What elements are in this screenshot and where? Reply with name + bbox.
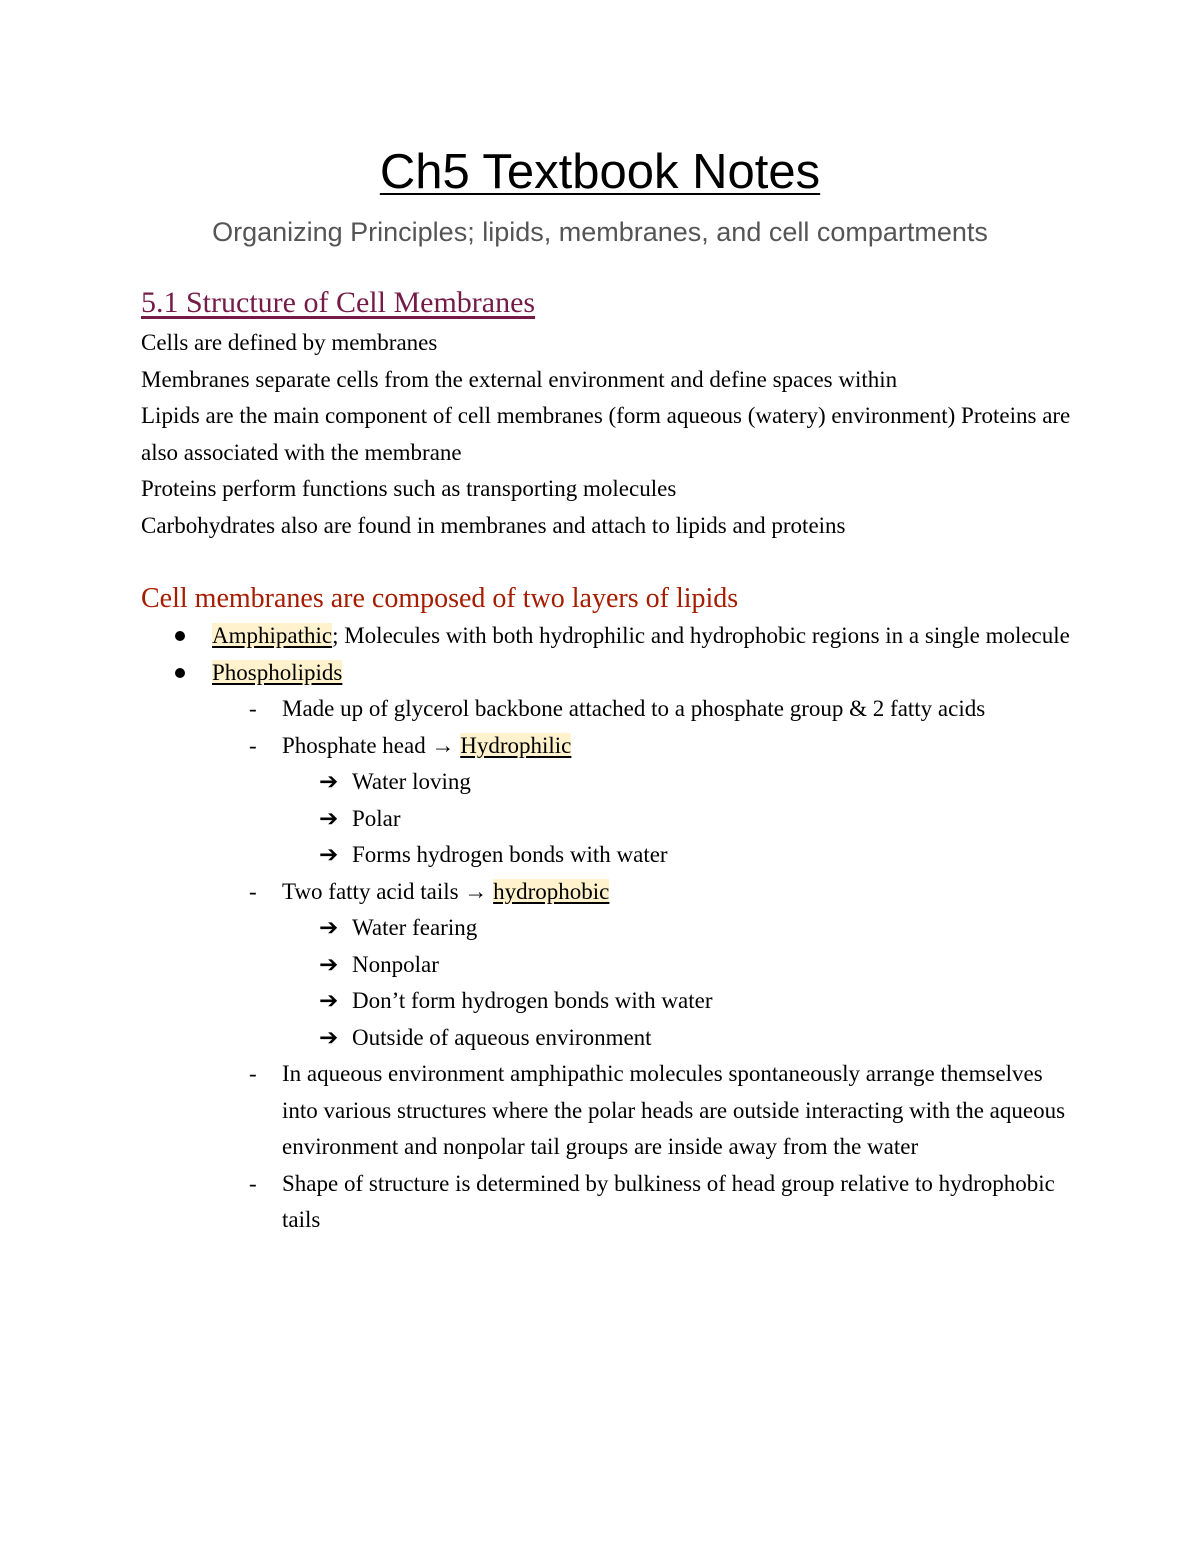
dash-icon: - (249, 732, 257, 758)
highlighted-term: Amphipathic (212, 623, 333, 648)
subsection-heading: Cell membranes are composed of two layers of lipids (141, 583, 739, 614)
sub-item (141, 728, 1071, 765)
sub-item-text: Shape of structure is determined by bulkiness of head group relative to hydrophobic tails (282, 1170, 1055, 1232)
highlighted-term: Hydrophilic (460, 732, 572, 758)
intro-line: Cells are defined by membranes (141, 330, 438, 355)
property-text: Outside of aqueous environment (352, 1024, 652, 1050)
property-item (141, 837, 1071, 874)
arrow-right-icon: ➔ (319, 988, 339, 1013)
sub-item (141, 1166, 1071, 1239)
intro-line: Membranes separate cells from the external environment and define spaces within (141, 366, 898, 392)
dash-icon: - (249, 696, 257, 721)
intro-line: Proteins perform functions such as transporting molecules (141, 476, 677, 501)
arrow-right-icon: ➔ (319, 1024, 339, 1050)
sub-item-text: Two fatty acid tails → (282, 878, 488, 904)
property-item (141, 1020, 1071, 1057)
property-item (141, 910, 1071, 947)
property-text: Polar (352, 805, 401, 831)
intro-line: Carbohydrates also are found in membranes and attach to lipids and proteins (141, 512, 846, 538)
arrow-right-icon: ➔ (319, 842, 339, 867)
document-subtitle: Organizing Principles; lipids, membranes, and cell compartments (212, 217, 988, 247)
arrow-right-icon: ➔ (319, 769, 339, 794)
property-text: Forms hydrogen bonds with water (352, 842, 668, 867)
arrow-right-icon: ➔ (319, 805, 339, 831)
sub-item (141, 1056, 1071, 1166)
sub-item (141, 691, 1071, 728)
property-item (141, 947, 1071, 984)
section-heading: 5.1 Structure of Cell Membranes (141, 286, 536, 319)
arrow-right-icon: ➔ (319, 951, 339, 977)
arrow-right-icon: ➔ (319, 915, 339, 940)
notes-list (141, 618, 1071, 1239)
dash-icon: - (249, 1170, 257, 1196)
property-text: Water loving (352, 769, 471, 794)
intro-line: Lipids are the main component of cell membranes (form aqueous (watery) environment) Proteins are also associated with the membrane (141, 403, 1071, 465)
property-item (141, 764, 1071, 801)
property-item (141, 983, 1071, 1020)
intro-paragraphs (141, 325, 1081, 544)
document-title: Ch5 Textbook Notes (379, 145, 821, 199)
sub-item-text: Phosphate head → (282, 732, 455, 758)
highlighted-term: hydrophobic (493, 878, 610, 904)
sub-item-text: In aqueous environment amphipathic molecules spontaneously arrange themselves into various structures where the polar heads are outside interacting with the aqueous environment and nonpolar tail groups are inside away from the water (282, 1061, 1066, 1159)
list-item-amphipathic (141, 618, 1071, 655)
sub-item-text: Made up of glycerol backbone attached to a phosphate group & 2 fatty acids (282, 696, 986, 721)
dash-icon: - (249, 878, 257, 904)
property-text: Water fearing (352, 915, 478, 940)
property-text: Don’t form hydrogen bonds with water (352, 988, 713, 1013)
property-item (141, 801, 1071, 838)
sub-item (141, 874, 1071, 911)
highlighted-term: Phospholipids (212, 659, 343, 685)
property-text: Nonpolar (352, 951, 439, 977)
dash-icon: - (249, 1061, 257, 1086)
definition-text: ; Molecules with both hydrophilic and hydrophobic regions in a single molecule (332, 623, 1070, 648)
list-item-phospholipids (141, 655, 1071, 692)
